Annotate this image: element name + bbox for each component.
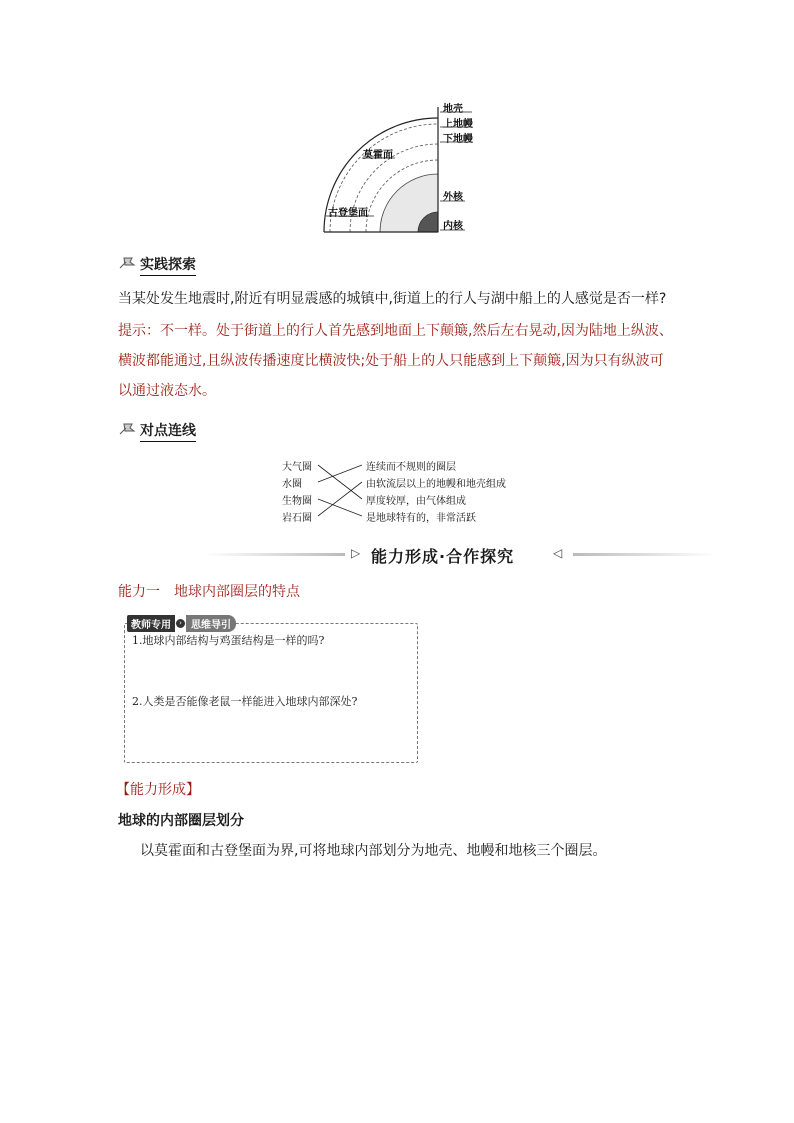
match-right-4: 是地球特有的，非常活跃 [366,513,476,524]
formation-bracket-title: 【能力形成】 [116,782,200,798]
arrow-circle-icon: › [176,619,185,628]
ability-one-title: 能力一 地球内部圈层的特点 [118,584,300,600]
match-right-2: 由软流层以上的地幔和地壳组成 [366,479,506,490]
banner-title: 能力形成·合作探究 [371,547,515,566]
practice-answer-line-2: 横波都能通过,且纵波传播速度比横波快;处于船上的人只能感到上下颠簸,因为只有纵波可 [118,353,664,369]
practice-answer-line-3: 以通过液态水。 [118,383,216,399]
label-moho: 莫霍面 [363,150,393,161]
label-gutenberg: 古登堡面 [328,208,368,219]
section-banner [205,543,715,567]
label-upper-mantle: 上地幔 [443,119,473,130]
teacher-question-1: 1.地球内部结构与鸡蛋结构是一样的吗? [132,634,325,647]
banner-right-rule [573,553,715,556]
practice-question: 当某处发生地震时,附近有明显震感的城镇中,街道上的行人与湖中船上的人感觉是否一样? [118,291,667,307]
pushpin-icon [118,422,136,440]
earth-structure-diagram [300,95,500,240]
match-left-3: 生物圈 [282,496,312,507]
pushpin-icon [118,256,136,274]
practice-heading-text: 实践探索 [140,254,196,276]
matching-heading [118,420,196,442]
matching-heading-text: 对点连线 [140,420,196,442]
label-outer-core: 外核 [443,192,463,203]
practice-heading [118,254,196,276]
teacher-question-2: 2.人类是否能像老鼠一样能进入地球内部深处? [132,695,358,708]
label-lower-mantle: 下地幔 [443,134,473,145]
practice-answer-line-1: 提示：不一样。处于街道上的行人首先感到地面上下颠簸,然后左右晃动,因为陆地上纵波、 [118,323,673,339]
banner-left-rule [205,553,345,556]
match-left-1: 大气圈 [282,462,312,473]
banner-left-arrow-icon: ▷ [351,546,361,560]
label-crust: 地壳 [443,104,463,115]
teacher-only-tag: 教师专用 [127,615,175,632]
thinking-guide-tag: 思维导引 [186,615,236,632]
match-right-3: 厚度较厚，由气体组成 [366,496,466,507]
label-inner-core: 内核 [443,221,463,232]
matching-exercise [280,456,540,526]
match-left-4: 岩石圈 [282,513,312,524]
formation-body: 以莫霍面和古登堡面为界,可将地球内部划分为地壳、地幔和地核三个圈层。 [140,843,607,859]
match-left-2: 水圈 [282,479,302,490]
formation-bold-title: 地球的内部圈层划分 [118,813,244,829]
teacher-tag [127,615,236,632]
match-right-1: 连续而不规则的圈层 [366,462,456,473]
banner-right-arrow-icon: ◁ [553,546,563,560]
